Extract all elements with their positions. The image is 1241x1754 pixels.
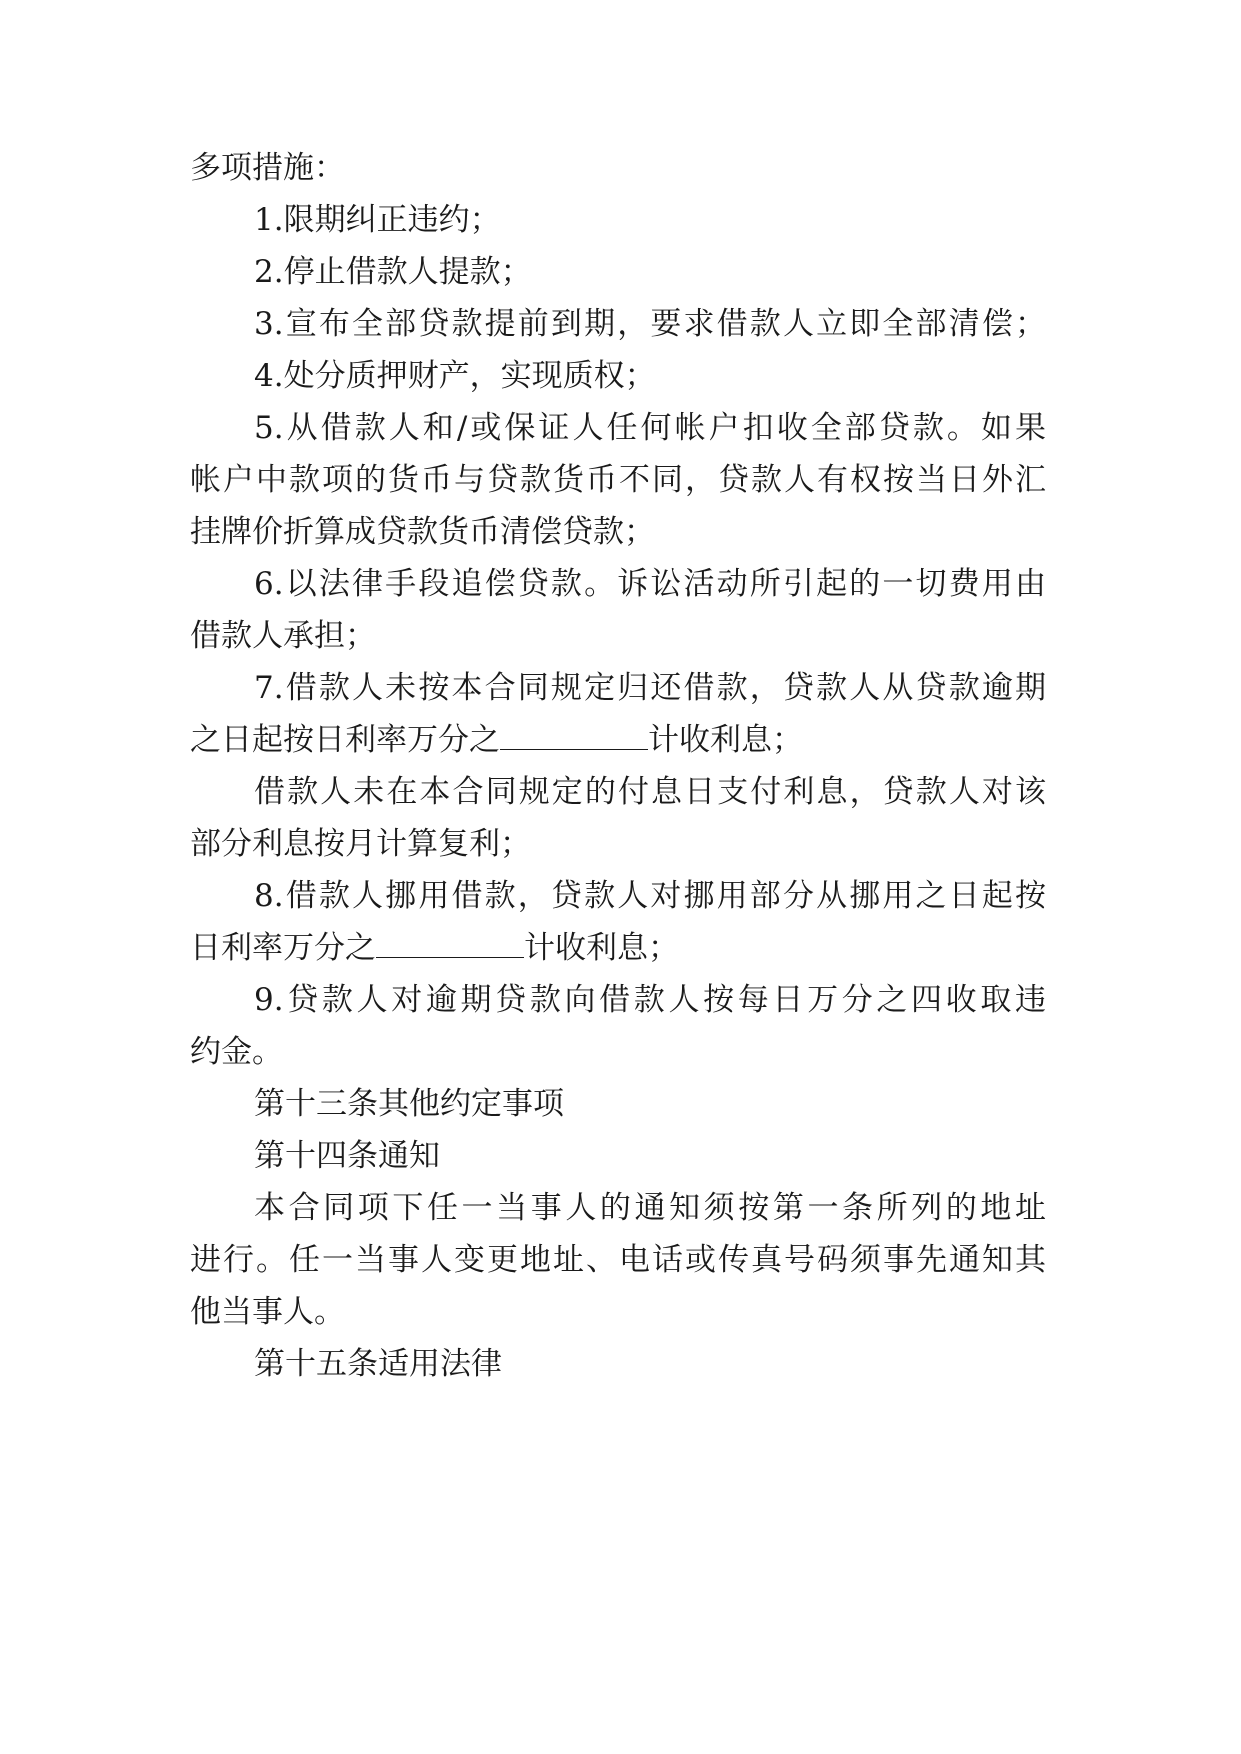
text-segment: 之日起按日利率万分之 — [190, 722, 500, 758]
fill-in-blank — [500, 721, 648, 750]
list-item: 1.限期纠正违约； — [254, 202, 501, 238]
text-line-with-blank — [190, 720, 803, 760]
text-line: 他当事人。 — [190, 1294, 345, 1330]
text-line: 多项措施： — [190, 150, 345, 186]
list-item: 7.借款人未按本合同规定归还借款，贷款人从贷款逾期 — [254, 670, 1046, 706]
section-heading: 第十五条适用法律 — [254, 1346, 502, 1382]
text-line: 借款人未在本合同规定的付息日支付利息，贷款人对该 — [254, 774, 1046, 810]
list-item: 6.以法律手段追偿贷款。诉讼活动所引起的一切费用由 — [254, 566, 1046, 602]
list-item: 3.宣布全部贷款提前到期，要求借款人立即全部清偿； — [254, 306, 1046, 342]
list-item: 8.借款人挪用借款，贷款人对挪用部分从挪用之日起按 — [254, 878, 1046, 914]
section-heading: 第十四条通知 — [254, 1138, 440, 1174]
list-item: 9.贷款人对逾期贷款向借款人按每日万分之四收取违 — [254, 982, 1046, 1018]
text-line: 本合同项下任一当事人的通知须按第一条所列的地址 — [254, 1190, 1046, 1226]
text-segment: 计收利息； — [648, 722, 803, 758]
text-line: 借款人承担； — [190, 618, 376, 654]
text-line: 部分利息按月计算复利； — [190, 826, 531, 862]
text-line-with-blank — [190, 928, 679, 968]
list-item: 5.从借款人和/或保证人任何帐户扣收全部贷款。如果 — [254, 410, 1046, 446]
list-item: 2.停止借款人提款； — [254, 254, 532, 290]
fill-in-blank — [376, 929, 524, 958]
text-line: 挂牌价折算成贷款货币清偿贷款； — [190, 514, 655, 550]
text-segment: 计收利息； — [524, 930, 679, 966]
text-segment: 日利率万分之 — [190, 930, 376, 966]
text-line: 帐户中款项的货币与贷款货币不同，贷款人有权按当日外汇 — [190, 462, 1046, 498]
list-item: 4.处分质押财产，实现质权； — [254, 358, 656, 394]
text-line: 约金。 — [190, 1034, 283, 1070]
text-line: 进行。任一当事人变更地址、电话或传真号码须事先通知其 — [190, 1242, 1046, 1278]
section-heading: 第十三条其他约定事项 — [254, 1086, 564, 1122]
